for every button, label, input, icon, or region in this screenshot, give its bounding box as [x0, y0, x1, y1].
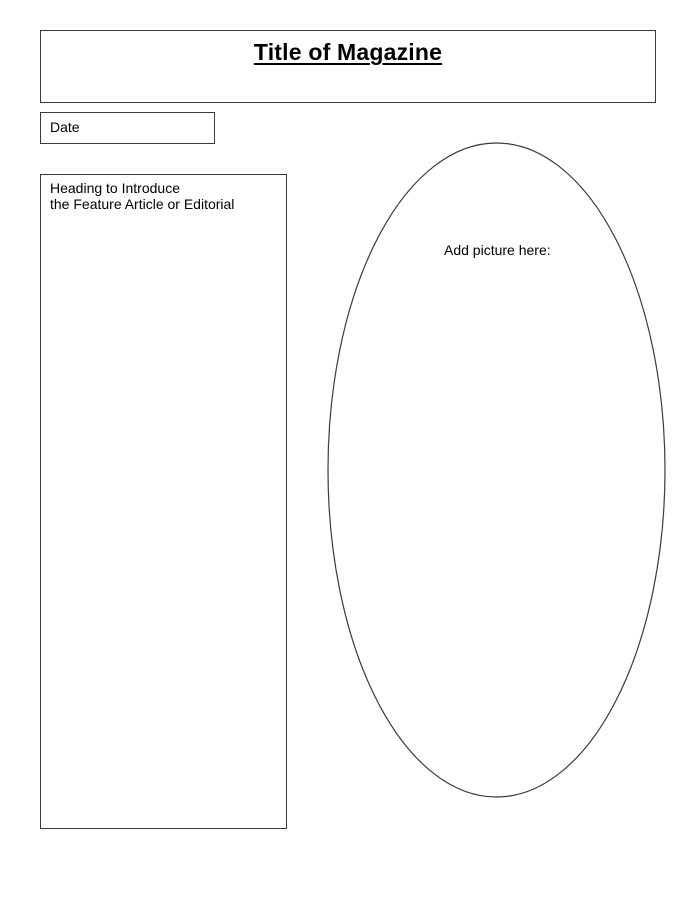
- article-heading-line-1: Heading to Introduce: [50, 180, 180, 196]
- feature-article-box[interactable]: [40, 174, 287, 829]
- date-label: Date: [50, 119, 80, 135]
- date-box[interactable]: [40, 112, 215, 144]
- article-heading: [50, 180, 234, 212]
- picture-placeholder-label: Add picture here:: [444, 242, 551, 258]
- magazine-title: Title of Magazine: [253, 39, 443, 65]
- magazine-title-box[interactable]: [40, 30, 656, 103]
- article-heading-line-2: the Feature Article or Editorial: [50, 196, 235, 212]
